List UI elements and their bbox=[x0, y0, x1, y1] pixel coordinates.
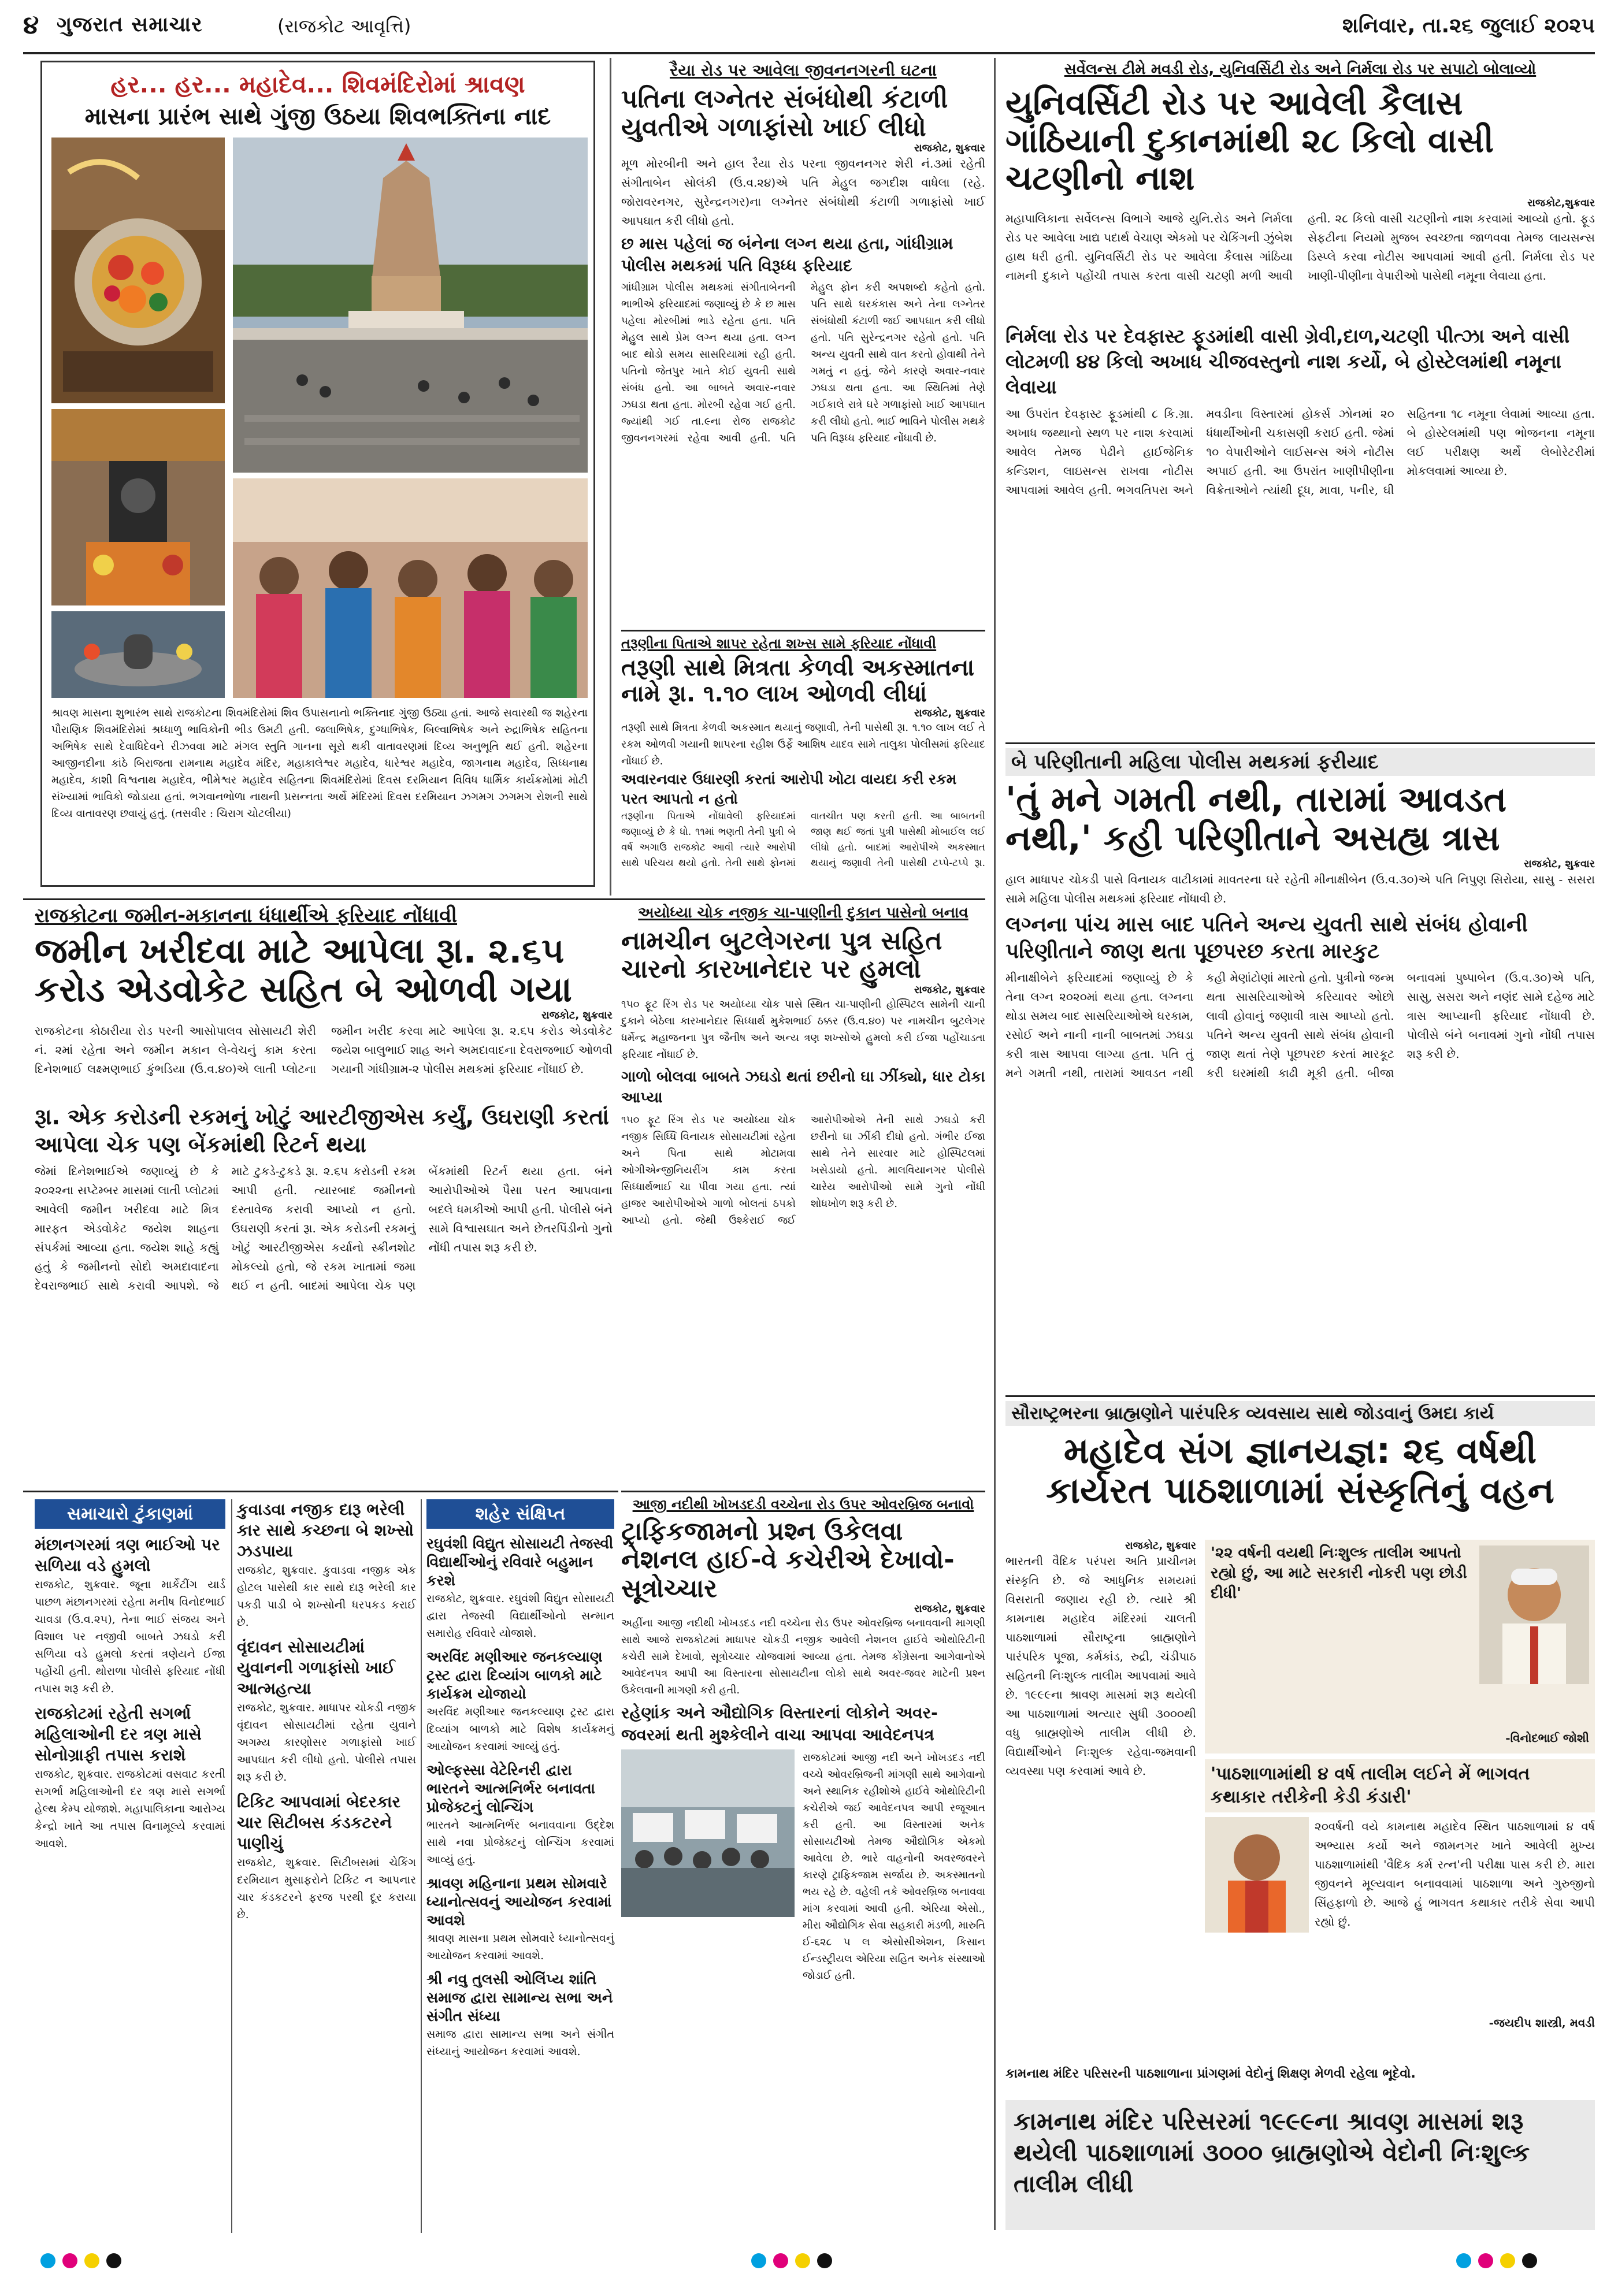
color-dot bbox=[1456, 2253, 1471, 2268]
photo-devotees bbox=[233, 478, 588, 698]
namkeen-body: ૧૫૦ ફૂટ રિંગ રોડ પર અયોધ્યા ચોક નજીક સિધ્ધિ વિનાયક સોસાયટીમાં રહેતા અને પિતા સાથે મોટામવા ઓગીએન્જીનિયરીંગ કામ કરતા સિધ્ધાર્થભાઈ ચા પીવા ગયા હતા. ત્યાં હાજર આરોપીઓએ ગાળો બોલતાં ઠપકો આપ્યો હતો. જેથી ઉશ્કેરાઈ જઈ આરોપીઓએ તેની સાથે ઝઘડો કરી છરીનો ઘા ઝીંકી દીધો હતો. ગંભીર ઈજા સાથે તેને સારવાર માટે હોસ્પિટલમાં ખસેડાયો હતો. માલવિયાનગર પોલીસે ચારેય આરોપીઓ સામે ગુનો નોંધી શોધખોળ શરૂ કરી છે. bbox=[621, 1113, 985, 1227]
mahila-lead: હાલ માધાપર ચોકડી પાસે વિનાયક વાટીકામાં માવતરના ઘરે રહેતી મીનાક્ષીબેન (ઉ.વ.૩૦)એ પતિ નિપુણ સિરોયા, સાસુ - સસરા સામે મહિલા પોલીસ મથકમાં ફરિયાદ નોંધાવી છે. bbox=[1005, 872, 1595, 906]
overbridge-subhead: રહેણાંક અને ઔદ્યોગિક વિસ્તારનાં લોકોને અવર-જવરમાં થતી મુશ્કેલીને વાચા આપવા આવેદનપત્ર bbox=[621, 1703, 938, 1744]
mid-rule-1 bbox=[621, 630, 985, 631]
jamin-dateline: રાજકોટ, શુક્રવાર bbox=[541, 1009, 613, 1022]
briefs-city-header bbox=[426, 1499, 614, 1529]
pathshala-left-col bbox=[1005, 1540, 1196, 2060]
story-mahila bbox=[1005, 748, 1595, 1390]
jivannagar-headline: પતિના લગ્નેતર સંબંધોથી કંટાળી યુવતીએ ગળાફાંસો ખાઈ લીધો bbox=[621, 84, 948, 143]
pathshala-quote2-box bbox=[1205, 1759, 1595, 2060]
photo-protest-art bbox=[621, 1749, 795, 1917]
mahila-body: મીનાક્ષીબેને ફરિયાદમાં જણાવ્યું છે કે તેના લગ્ન ૨૦૨૦માં થયા હતા. લગ્નના થોડા સમય બાદ સાસરિયાઓએ ઘરકામ, રસોઈ અને નાની નાની બાબતમાં ઝઘડા કરી ત્રાસ આપવા લાગ્યા હતા. પતિ તું મને ગમતી નથી, તારામાં આવડત નથી કહી મેણાંટોણાં મારતો હતો. પુત્રીનો જન્મ થતા સાસરિયાઓએ કરિયાવર ઓછો લાવી હોવાનું જણાવી ત્રાસ આપ્યો હતો. પતિને અન્ય યુવતી સાથે સંબંધ હોવાની જાણ થતાં તેણે પૂછપરછ કરતાં મારકૂટ કરી ઘરમાંથી કાઢી મૂકી હતી. બીજા બનાવમાં પુષ્પાબેન (ઉ.વ.૩૦)એ પતિ, સાસુ, સસરા અને નણંદ સામે દહેજ માટે ત્રાસ આપ્યાની ફરિયાદ નોંધાવી છે. પોલીસે બંને બનાવમાં ગુનો નોંધી તપાસ શરૂ કરી છે. bbox=[1005, 971, 1595, 1080]
jivannagar-dateline: રાજકોટ, શુક્રવાર bbox=[914, 142, 985, 154]
print-color-dots-left bbox=[40, 2253, 128, 2271]
shiv-caption: શ્રાવણ માસના શુભારંભ સાથે રાજકોટના શિવમંદિરોમાં શિવ ઉપાસનાનો ભક્તિનાદ ગુંજી ઉઠ્યા હતાં. આજે સવારથી જ શહેરના પૌરાણિક શિવમંદિરોમાં શ્રધ્ધાળુ ભાવિકોની ભીડ ઉમટી હતી. જલાભિષેક, દુગ્ધાભિષેક, બિલ્વાભિષેક અને રુદ્રાભિષેક સહિતના અભિષેક સાથે દેવાધિદેવને રીઝવવા માટે મંગલ સ્તુતિ ગાનના સૂરો થકી વાતાવરણમાં દિવ્ય અનુભૂતિ થઈ હતી. શહેરના આજીનદીના કાંઠે બિરાજતા રામનાથ મહાદેવ મંદિર, મહાકાલેશ્વર મહાદેવ, ધારેશ્વર મહાદેવ, જાગનાથ મહાદેવ, સિધ્ધનાથ મહાદેવ, કાશી વિશ્વનાથ મહાદેવ, ભીમેશ્વર મહાદેવ સહિતના શિવમંદિરોમાં દિવસ દરમિયાન વિવિધ ધાર્મિક કાર્યક્રમોમાં મોટી સંખ્યામાં ભાવિકો જોડાયા હતાં. ભગવાનભોળા નાથની પ્રસન્નતા અર્થે મંદિરમાં દિવસ દરમિયાન ઝગમગ ઝગમગ રોશની સાથે દિવ્ય વાતાવરણ છવાયું હતું. (તસવીર : ચિરાગ ચોટલીયા) bbox=[51, 707, 588, 820]
color-dot bbox=[773, 2253, 788, 2268]
story-jivannagar bbox=[621, 61, 985, 444]
overbridge-lead: અહીંના આજી નદીથી ખોખડદડ નદી વચ્ચેના રોડ ઉપર ઓવરબ્રિજ બનાવવાની માગણી સાથે આજે રાજકોટમાં માધાપર ચોકડી નજીક આવેલી નેશનલ હાઈવે ઓથોરિટીની કચેરી સામે દેખાવો, સૂત્રોચ્ચાર યોજવામાં આવ્યા હતા. તેમજ કોંગ્રેસના આગેવાનોએ આવેદનપત્ર આપી આ વિસ્તારના સોસાયટીના લોકો સાથે અવર-જવર માટેની પ્રશ્ન ઉકેલવાની માગણી કરી હતી. bbox=[621, 1617, 985, 1696]
brief-city-4-title: શ્રાવણ મહિનાના પ્રથમ સોમવારે ધ્યાનોત્સવનું આયોજન કરવામાં આવશે bbox=[426, 1875, 612, 1929]
mitrata-subhead: અવારનવાર ઉધારણી કરતાં આરોપી ખોટા વાયદા કરી રકમ પરત આપતો ન હતો bbox=[621, 770, 957, 807]
brief-left-1-title: મંછાનગરમાં ત્રણ ભાઈઓ પર સળિયા વડે હુમલો bbox=[35, 1535, 220, 1575]
color-dot bbox=[751, 2253, 766, 2268]
mahila-dateline: રાજકોટ, શુક્રવાર bbox=[1523, 858, 1595, 871]
pathshala-kicker: સૌરાષ્ટ્રભરના બ્રાહ્મણોને પારંપરિક વ્યવસાય સાથે જોડવાનું ઉમદા કાર્ય bbox=[1005, 1401, 1595, 1426]
pathshala-footer-headline: કામનાથ મંદિર પરિસરમાં ૧૯૯૯ના શ્રાવણ માસમાં શરૂ થયેલી પાઠશાળામાં ૩૦૦૦ બ્રાહ્મણોએ વેદોની નિઃશુલ્ક તાલીમ લીધી bbox=[1014, 2107, 1530, 2198]
pathshala-headline: મહાદેવ સંગ જ્ઞાનયજ્ઞ: ૨૬ વર્ષથી કાર્યરત પાઠશાળામાં સંસ્કૃતિનું વહન bbox=[1046, 1429, 1554, 1512]
kailash-body: મહાપાલિકાના સર્વેલન્સ વિભાગે આજે યુનિ.રોડ અને નિર્મલા રોડ પર આવેલા ખાદ્ય પદાર્થ વેચાણ એકમો પર ચેકિંગની ઝુંબેશ હાથ ધરી હતી. યુનિવર્સિટી રોડ પર આવેલા કૈલાસ ગાંઠિયા નામની દુકાને પહોંચી તપાસ કરતા વાસી ચટણી મળી આવી હતી. ૨૮ કિલો વાસી ચટણીનો નાશ કરવામાં આવ્યો હતો. ફૂડ સેફટીના નિયમો મુજબ સ્વચ્છતા જાળવવા તેમજ લાયસન્સ ડિસ્પ્લે કરવા નોટીસ આપવામાં આવી હતી. નિર્મલા રોડ પર ખાણી-પીણીના વેપારીઓ પાસેથી નમૂના લેવાયા હતા. bbox=[1005, 211, 1595, 283]
photo-temple-exterior bbox=[233, 138, 588, 473]
photo-shivling-offering-art bbox=[51, 138, 225, 403]
kailash-kicker: સર્વેલન્સ ટીમે મવડી રોડ, યુનિવર્સિટી રોડ અને નિર્મલા રોડ પર સપાટો બોલાવ્યો bbox=[1064, 61, 1537, 78]
divider-1 bbox=[610, 58, 611, 896]
color-dot bbox=[1478, 2253, 1493, 2268]
photo-temple-priest bbox=[51, 409, 225, 605]
brief-mid-1-title: કુવાડવા નજીક દારૂ ભરેલી કાર સાથે કચ્છના બે શખ્સો ઝડપાયા bbox=[237, 1500, 414, 1561]
jivannagar-subhead: છ માસ પહેલાં જ બંનેના લગ્ન થયા હતા, ગાંધીગ્રામ પોલીસ મથકમાં પતિ વિરૂધ્ધ ફરિયાદ bbox=[621, 233, 953, 275]
namkeen-dateline: રાજકોટ, શુક્રવાર bbox=[914, 983, 985, 996]
story-pathshala bbox=[1005, 1401, 1595, 2233]
color-dot bbox=[84, 2253, 99, 2268]
pathshala-quote1-box bbox=[1205, 1540, 1595, 1753]
namkeen-subhead: ગાળો બોલવા બાબતે ઝઘડો થતાં છરીનો ઘા ઝીંક્યો, ધાર ટોકા આપ્યા bbox=[621, 1068, 985, 1106]
jivannagar-kicker: રૈયા રોડ પર આવેલા જીવનનગરની ઘટના bbox=[669, 61, 937, 80]
brief-city-5-body: સમાજ દ્વારા સામાન્ય સભા અને સંગીત સંધ્યાનું આયોજન કરવામાં આવશે. bbox=[426, 2028, 614, 2058]
brief-city-1-body: રાજકોટ, શુક્રવાર. રઘુવંશી વિદ્યુત સોસાયટી દ્વારા તેજસ્વી વિદ્યાર્થીઓનો સન્માન સમારોહ રવિવારે યોજાશે. bbox=[426, 1592, 614, 1640]
pathshala-quote2-name: -જયદીપ શાસ્ત્રી, મવડી bbox=[1489, 2016, 1595, 2030]
briefs-left bbox=[35, 1499, 225, 2233]
brief-mid-3-body: રાજકોટ, શુક્રવાર. સિટીબસમાં ચેકિંગ દરમિયાન મુસાફરોને ટિકિટ ન આપનાર ચાર કંડકટરને ફરજ પરથી દૂર કરાયા છે. bbox=[237, 1856, 416, 1921]
story-overbridge bbox=[621, 1496, 985, 2236]
pathshala-photo-caption: કામનાથ મંદિર પરિસરની પાઠશાળાના પ્રાંગણમાં વેદોનું શિક્ષણ મેળવી રહેલા ભૂદેવો. bbox=[1005, 2067, 1416, 2081]
jamin-subhead: રૂા. એક કરોડની રકમનું ખોટું આરટીજીએસ કર્યું, ઉઘરાણી કરતાં આપેલા ચેક પણ બેંકમાંથી રિટર્ન થયા bbox=[35, 1104, 609, 1158]
photo-shivling-decor-art bbox=[51, 611, 225, 698]
brief-mid-1-body: રાજકોટ, શુક્રવાર. કુવાડવા નજીક એક હોટલ પાસેથી કાર સાથે દારૂ ભરેલી કાર પકડી પાડી બે શખ્સોની ધરપકડ કરાઈ છે. bbox=[237, 1564, 416, 1629]
photo-kathakar-art bbox=[1205, 1817, 1309, 1933]
page-date: શનિવાર, તા.૨૬ જુલાઈ ૨૦૨૫ bbox=[1342, 14, 1595, 38]
overbridge-body: રાજકોટમાં આજી નદી અને ખોખડદડ નદી વચ્ચે ઓવરબ્રિજની માંગણી સાથે આગેવાનો અને સ્થાનિક રહીશોએ હાઈવે ઓથોરિટીની કચેરીએ જઈ આવેદનપત્ર આપી રજૂઆત કરી હતી. આ વિસ્તારમાં અનેક સોસાયટીઓ તેમજ ઔદ્યોગિક એકમો આવેલા છે. ભારે વાહનોની અવરજવરને કારણે ટ્રાફિકજામ સર્જાય છે. અકસ્માતનો ભય રહે છે. વહેલી તકે ઓવરબ્રિજ બનાવવા માંગ કરવામાં આવી હતી. એરિયા એસો., મીરા ઔદ્યોગિક સેવા સહકારી મંડળી, મારુતિ ઈ-૬૨૮ ૫ લ એસોસીએશન, કિસાન ઈન્ડસ્ટ્રીયલ એરિયા સહિત અનેક સંસ્થાઓ જોડાઈ હતી. bbox=[803, 1751, 985, 1982]
mitrata-kicker: તરૂણીના પિતાએ શાપર રહેતા શખ્સ સામે ફરિયાદ નોંધાવી bbox=[621, 636, 937, 652]
kailash-subhead: નિર્મલા રોડ પર દેવફાસ્ટ ફૂડમાંથી વાસી ગ્રેવી,દાળ,ચટણી પીત્ઝા અને વાસી લોટમળી ૪૪ કિલો અખાધ ચીજવસ્તુનો નાશ કર્યો, બે હોસ્ટેલમાંથી નમૂના લેવાયા bbox=[1005, 324, 1570, 398]
mid-rule-2 bbox=[621, 1491, 985, 1492]
briefs-left-header bbox=[35, 1499, 225, 1529]
photo-kathakar bbox=[1205, 1817, 1309, 1933]
divider-2 bbox=[994, 58, 996, 2230]
color-dot bbox=[795, 2253, 810, 2268]
color-dot bbox=[40, 2253, 55, 2268]
print-color-dots-right bbox=[1456, 2253, 1544, 2271]
jamin-headline: જમીન ખરીદવા માટે આપેલા રૂા. ૨.૬૫ કરોડ એડવોકેટ સહિત બે ઓળવી ગયા bbox=[35, 931, 572, 1010]
mahila-subhead: લગ્નના પાંચ માસ બાદ પતિને અન્ય યુવતી સાથે સંબંધ હોવાની પરિણીતાને જાણ થતા પૂછપરછ કરતા મારકુટ bbox=[1005, 913, 1528, 964]
overbridge-kicker: આજી નદીથી ખોખડદડી વચ્ચેના રોડ ઉપર ઓવરબ્રિજ બનાવો bbox=[632, 1496, 974, 1513]
photo-temple-priest-art bbox=[51, 409, 225, 605]
color-dot bbox=[1500, 2253, 1515, 2268]
right-rule-2 bbox=[1005, 1395, 1595, 1397]
left-rule-2 bbox=[23, 1491, 618, 1492]
page-number: ૪ bbox=[23, 10, 39, 40]
jamin-body: જેમાં દિનેશભાઈએ જણાવ્યું છે કે ૨૦૨૨ના સપ્ટેમ્બર માસમાં લાતી પ્લોટમાં આવેલી જમીન ખરીદવા માટે મિત્ર મારફત એડવોકેટ જયેશ શાહના સંપર્કમાં આવ્યા હતા. જયેશ શાહે કહ્યું હતું કે જમીનનો સોદો અમદાવાદના દેવરાજભાઈ સાથે કરાવી આપશે. જે માટે ટુકડે-ટુકડે રૂા. ૨.૬૫ કરોડની રકમ આપી હતી. ત્યારબાદ જમીનનો દસ્તાવેજ કરાવી આપ્યો ન હતો. ઉઘરાણી કરતાં રૂા. એક કરોડની રકમનું ખોટું આરટીજીએસ કર્યાનો સ્ક્રીનશોટ મોકલ્યો હતો, જે રકમ ખાતામાં જમા થઈ ન હતી. બાદમાં આપેલા ચેક પણ બેંકમાંથી રિટર્ન થયા હતા. બંને આરોપીઓએ પૈસા પરત આપવાના બદલે ધમકીઓ આપી હતી. પોલીસે બંને સામે વિશ્વાસઘાત અને છેતરપિંડીનો ગુનો નોંધી તપાસ શરૂ કરી છે. bbox=[35, 1164, 613, 1293]
overbridge-headline: ટ્રાફિકજામનો પ્રશ્ન ઉકેલવા નેશનલ હાઈ-વે કચેરીએ દેખાવો-સૂત્રોચ્ચાર bbox=[621, 1517, 955, 1603]
story-jamin bbox=[35, 904, 613, 1482]
namkeen-headline: નામચીન બુટલેગરના પુત્ર સહિત ચારનો કારખાનેદાર પર હુમલો bbox=[621, 926, 942, 984]
brief-city-3-body: ભારતને આત્મનિર્ભર બનાવવાના ઉદ્દેશ સાથે નવા પ્રોજેક્ટનું લોન્ચિંગ કરવામાં આવ્યું હતું. bbox=[426, 1819, 614, 1866]
color-dot bbox=[817, 2253, 832, 2268]
story-shiv bbox=[40, 61, 595, 887]
mitrata-dateline: રાજકોટ, શુક્રવાર bbox=[914, 707, 985, 719]
edition-label: (રાજકોટ આવૃત્તિ) bbox=[277, 15, 411, 37]
color-dot bbox=[1522, 2253, 1537, 2268]
pathshala-quote1: '૨૨ વર્ષની વયથી નિઃશુલ્ક તાલીમ આપતો રહ્યો છું, આ માટે સરકારી નોકરી પણ છોડી દીધી' bbox=[1211, 1544, 1467, 1602]
brief-city-5-title: શ્રી નવુ તુલસી ઓલિંપ્ય શાંતિ સમાજ દ્વારા સામાન્ય સભા અને સંગીત સંધ્યા bbox=[426, 1971, 613, 2024]
color-dot bbox=[62, 2253, 77, 2268]
brief-city-4-body: શ્રાવણ માસના પ્રથમ સોમવારે ધ્યાનોત્સવનું આયોજન કરવામાં આવશે. bbox=[426, 1932, 614, 1962]
print-color-dots-center bbox=[751, 2253, 839, 2271]
brief-mid-2-body: રાજકોટ, શુક્રવાર. માધાપર ચોકડી નજીક વૃંદાવન સોસાયટીમાં રહેતા યુવાને અગમ્ય કારણોસર ગળાફાંસો ખાઈ આપઘાત કરી લીધો હતો. પોલીસે તપાસ શરૂ કરી છે. bbox=[237, 1701, 416, 1784]
photo-guru-portrait bbox=[1479, 1545, 1589, 1684]
pathshala-footer-box bbox=[1005, 2100, 1595, 2230]
divider-briefs-a bbox=[231, 1499, 232, 2233]
page-header bbox=[23, 0, 1595, 53]
pathshala-dateline: રાજકોટ, શુક્રવાર bbox=[1125, 1540, 1196, 1552]
namkeen-lead: ૧૫૦ ફૂટ રિંગ રોડ પર અયોધ્યા ચોક પાસે સ્થિત ચા-પાણીની હોસ્પિટલ સામેની ચાની દુકાને બેઠેલા કારખાનેદાર સિધ્ધાર્થ મુકેશભાઈ ઠક્કર (ઉ.વ.૪૦) પર નામચીન બુટલેગર ધર્મેન્દ્ર મહાજનના પુત્ર જૈનીષ અને અન્ય ત્રણ શખ્સોએ હુમલો કરી ઈજા પહોંચાડતા ફરિયાદ નોંધાઈ છે. bbox=[621, 998, 985, 1061]
story-namkeen bbox=[621, 904, 985, 1482]
pathshala-quote2: 'પાઠશાળામાંથી ૪ વર્ષ તાલીમ લઈને મેં ભાગવત કથાકાર તરીકેની કેડી કંડારી' bbox=[1205, 1759, 1595, 1812]
divider-briefs-b bbox=[421, 1499, 422, 2233]
jivannagar-lead: મૂળ મોરબીની અને હાલ રૈયા રોડ પરના જીવનનગર શેરી નં.૩માં રહેતી સંગીતાબેન સોલંકી (ઉ.વ.૨૪)એ પતિ મેહુલ જગદીશ વાધેલા (રહે. જોરાવરનગર, સુરેન્દ્રનગર)ના લગ્નેતર સંબંધોથી કંટાળી ગળાફાંસો ખાઈ આપઘાત કરી લીધો હતો. bbox=[621, 156, 985, 228]
photo-shivling-offering bbox=[51, 138, 225, 403]
namkeen-kicker: અયોધ્યા ચોક નજીક ચા-પાણીની દુકાન પાસેનો બનાવ bbox=[638, 904, 968, 922]
brief-city-1-title: રઘુવંશી વિદ્યુત સોસાયટી તેજસ્વી વિદ્યાર્થીઓનું રવિવારે બહુમાન કરશે bbox=[426, 1535, 614, 1589]
photo-temple-exterior-art bbox=[233, 138, 588, 473]
mitrata-headline: તરૂણી સાથે મિત્રતા કેળવી અકસ્માતના નામે રૂા. ૧.૧૦ લાખ ઓળવી લીધાં bbox=[621, 655, 975, 707]
photo-shivling-decor bbox=[51, 611, 225, 698]
briefs-left-title: સમાચારો ટુંકાણમાં bbox=[66, 1504, 194, 1524]
jamin-kicker: રાજકોટના જમીન-મકાનના ધંધાર્થીએ ફરિયાદ નોંધાવી bbox=[35, 904, 458, 927]
briefs-city-title: શહેર સંક્ષિપ્ત bbox=[475, 1504, 566, 1524]
brief-left-1-body: રાજકોટ, શુક્રવાર. જૂના માર્કેટીંગ યાર્ડ પાછળ મંછાનગરમાં રહેતા મનીષ વિનોદભાઈ ચાવડા (ઉ.વ.૨૫), તેના ભાઈ સંજય અને વિશાલ પર નજીવી બાબતે ઝઘડો કરી સળિયા વડે હુમલો કરતાં ત્રણેયને ઈજા પહોંચી હતી. થોરાળા પોલીસે ફરિયાદ નોંધી તપાસ શરૂ કરી છે. bbox=[35, 1578, 225, 1695]
mahila-kicker: બે પરિણીતાની મહિલા પોલીસ મથકમાં ફરીયાદ bbox=[1005, 748, 1595, 776]
photo-protest bbox=[621, 1749, 795, 1917]
brief-city-3-title: ઓલ્ફસ્સા વેટેરિનરી દ્વારા ભારતને આત્મનિર્ભર બનાવતા પ્રોજેક્ટનું લોન્ચિંગ bbox=[426, 1762, 595, 1815]
brief-left-2-title: રાજકોટમાં રહેતી સગર્ભા મહિલાઓની દર ત્રણ માસે સોનોગ્રાફી તપાસ કરાશે bbox=[35, 1704, 202, 1764]
story-kailash bbox=[1005, 61, 1595, 737]
mitrata-lead: તરૂણી સાથે મિત્રતા કેળવી અકસ્માત થયાનું જણાવી, તેની પાસેથી રૂા. ૧.૧૦ લાખ લઈ તે રકમ ઓળવી ગયાની શાપરના રહીશ ઉર્ફે આશિષ યાદવ સામે તાલુકા પોલીસમાં ફરિયાદ નોંધાઈ છે. bbox=[621, 721, 985, 767]
brief-mid-2-title: વૃંદાવન સોસાયટીમાં યુવાનની ગળાફાંસો ખાઈ આત્મહત્યા bbox=[237, 1637, 395, 1698]
shiv-headline-line2: માસના પ્રારંભ સાથે ગુંજી ઉઠયા શિવભક્તિના નાદ bbox=[84, 102, 551, 130]
briefs-city bbox=[426, 1499, 614, 2233]
pathshala-quote1-name: -વિનોદભાઈ જોશી bbox=[1505, 1731, 1589, 1745]
kailash-dateline: રાજકોટ,શુક્રવાર bbox=[1527, 196, 1595, 209]
brief-left-2-body: રાજકોટ, શુક્રવાર. રાજકોટમાં વસવાટ કરતી સગર્ભા મહિલાઓની દર ત્રણ માસે સગર્ભા હેલ્થ કેમ્પ યોજાશે. મહાપાલિકાના આરોગ્ય કેન્દ્રો ખાતે આ તપાસ વિનામૂલ્યે કરવામાં આવશે. bbox=[35, 1768, 225, 1850]
mahila-headline: 'તું મને ગમતી નથી, તારામાં આવડત નથી,' કહી પરિણીતાને અસહ્ય ત્રાસ bbox=[1005, 779, 1507, 859]
jamin-lead: રાજકોટના કોઠારીયા રોડ પરની આસોપાલવ સોસાયટી શેરી નં. ૨માં રહેતા અને જમીન મકાન લે-વેચનું કામ કરતા દિનેશભાઈ લક્ષ્મણભાઈ કુંભડિયા (ઉ.વ.૪૦)એ લાતી પ્લોટના જમીન ખરીદ કરવા માટે આપેલા રૂા. ૨.૬૫ કરોડ એડવોકેટ જયેશ બાલુભાઈ શાહ અને અમદાવાદના દેવરાજભાઈ ઓળવી ગયાની ગાંધીગ્રામ-૨ પોલીસ મથકમાં ફરિયાદ નોંધાઈ છે. bbox=[35, 1024, 613, 1076]
kailash-headline: યુનિવર્સિટી રોડ પર આવેલી કૈલાસ ગાંઠિયાની દુકાનમાંથી ૨૮ કિલો વાસી ચટણીનો નાશ bbox=[1005, 83, 1494, 198]
story-mitrata bbox=[621, 636, 985, 890]
jivannagar-body: ગાંધીગ્રામ પોલીસ મથકમાં સંગીતાબેનની ભાભીએ ફરિયાદમાં જણાવ્યું છે કે છ માસ પહેલા મોરબીમાં ભાડે રહેતા હતા. પતિ મેહુલ સાથે પ્રેમ લગ્ન થયા હતા. લગ્ન બાદ થોડો સમય સાસરિયામાં રહી હતી. પતિનો જેતપુર ખાતે કોઈ યુવતી સાથે સંબંધ હતો. આ બાબતે અવાર-નવાર ઝઘડા થતા હતા. મોરબી રહેવા ગઈ હતી. જ્યાંથી ગઈ તા.૯ના રોજ રાજકોટ જીવનનગરમાં રહેવા આવી હતી. પતિ મેહુલ ફોન કરી અપશબ્દો કહેતો હતો. પતિ સાથે ઘરકંકાસ અને તેના લગ્નેતર સંબંધોથી કંટાળી જઈ આપઘાત કરી લીધો હતો. પતિ સુરેન્દ્રનગર રહેતો હતો. પતિ અન્ય યુવતી સાથે વાત કરતો હોવાથી તેને ગમતું ન હતું. જેને કારણે અવાર-નવાર ઝઘડા થતા હતા. આ સ્થિતિમાં તેણે ગઈકાલે રાત્રે ઘરે ગળાફાંસો ખાઈ આપઘાત કરી લીધો હતો. ભાઈ ભાવિને પોલીસ મથકે પતિ વિરૂધ્ધ ફરિયાદ નોંધાવી છે. bbox=[621, 281, 985, 444]
shiv-headline-line1: હર... હર... મહાદેવ... શિવમંદિરોમાં શ્રાવણ bbox=[110, 70, 525, 98]
paper-name: ગુજરાત સમાચાર bbox=[57, 13, 203, 36]
pathshala-body2: ૨૦વર્ષની વયે કામનાથ મહાદેવ સ્થિત પાઠશાળામાં ૪ વર્ષ અભ્યાસ કર્યો અને જામનગર ખાતે આવેલી મુખ્ય પાઠશાળામાંથી 'વૈદિક કર્મ રત્ન'ની પરીક્ષા પાસ કરી છે. મારા જીવનને મૂલ્યવાન બનાવવામાં પાઠશાળા અને ગુરુજીનો સિંહફાળો છે. આજે હું ભાગવત કથાકાર તરીકે સેવા આપી રહ્યો છું. bbox=[1315, 1819, 1595, 1929]
photo-guru-portrait-art bbox=[1479, 1545, 1589, 1684]
mitrata-body: તરૂણીના પિતાએ નોંધાવેલી ફરિયાદમાં જણાવ્યું છે કે ધો. ૧૧માં ભણતી તેની પુત્રી બે વર્ષ અગાઉ રાજકોટ આવી ત્યારે આરોપી સાથે પરિચય થયો હતો. તેની સાથે ફોનમાં વાતચીત પણ કરતી હતી. આ બાબતની જાણ થઈ જતાં પુત્રી પાસેથી મોબાઈલ લઈ લીધો હતો. બાદમાં આરોપીએ અકસ્માત થયાનું જણાવી તેની પાસેથી ટપ્પે-ટપ્પે રૂા. bbox=[621, 810, 985, 869]
pathshala-body: ભારતની વૈદિક પરંપરા અતિ પ્રાચીનમ સંસ્કૃતિ છે. જે આધુનિક સમયમાં વિસરાતી જણાય રહી છે. ત્યારે શ્રી કામનાથ મહાદેવ મંદિરમાં ચાલતી પાઠશાળામાં સૌરાષ્ટ્રના બ્રાહ્મણોને પારંપરિક પૂજા, કર્મકાંડ, રુદ્રી, ચંડીપાઠ સહિતની નિઃશુલ્ક તાલીમ આપવામાં આવે છે. ૧૯૯૯ના શ્રાવણ માસમાં શરૂ થયેલી આ પાઠશાળામાં અત્યાર સુધી ૩૦૦૦થી વધુ બ્રાહ્મણોએ તાલીમ લીધી છે. વિદ્યાર્થીઓને નિઃશુલ્ક રહેવા-જમવાની વ્યવસ્થા પણ કરવામાં આવે છે. bbox=[1005, 1554, 1196, 1778]
brief-mid-3-title: ટિકિટ આપવામાં બેદરકાર ચાર સિટીબસ કંડકટરને પાણીચું bbox=[237, 1792, 400, 1853]
briefs-mid bbox=[237, 1499, 416, 2233]
color-dot bbox=[106, 2253, 121, 2268]
left-rule-1 bbox=[23, 898, 985, 900]
brief-city-2-body: અરવિંદ મણીઆર જનકલ્યાણ ટ્રસ્ટ દ્વારા દિવ્યાંગ બાળકો માટે વિશેષ કાર્યક્રમનું આયોજન કરવામાં આવ્યું હતું. bbox=[426, 1706, 614, 1753]
right-rule-1 bbox=[1005, 742, 1595, 744]
brief-city-2-title: અરવિંદ મણીઆર જનકલ્યાણ ટ્રસ્ટ દ્વારા દિવ્યાંગ બાળકો માટે કાર્યક્રમ યોજાયો bbox=[426, 1648, 603, 1702]
photo-devotees-art bbox=[233, 478, 588, 698]
overbridge-dateline: રાજકોટ, શુક્રવાર bbox=[914, 1602, 985, 1615]
header-rule bbox=[23, 52, 1595, 54]
kailash-body2: આ ઉપરાંત દેવફાસ્ટ ફૂડમાંથી ૮ કિ.ગ્રા. અખાધ જથ્થાનો સ્થળ પર નાશ કરવામાં આવેલ તેમજ પેઢીને હાઈજેનિક કન્ડિશન, લાઇસન્સ રાખવા નોટીસ આપવામાં આવેલ હતી. ભગવતિપરા અને મવડીના વિસ્તારમાં હોકર્સ ઝોનમાં ૨૦ ધંધાર્થીઓની ચકાસણી કરાઈ હતી. જેમાં ૧૦ વેપારીઓને લાઈસન્સ અંગે નોટીસ અપાઈ હતી. આ ઉપરાંત ખાણીપીણીના વિક્રેતાઓને ત્યાંથી દૂધ, માવા, પનીર, ઘી સહિતના ૧૮ નમૂના લેવામાં આવ્યા હતા. બે હોસ્ટેલમાંથી પણ ભોજનના નમૂના લઈ પરીક્ષણ અર્થે લેબોરેટરીમાં મોકલવામાં આવ્યા છે. bbox=[1005, 406, 1595, 497]
